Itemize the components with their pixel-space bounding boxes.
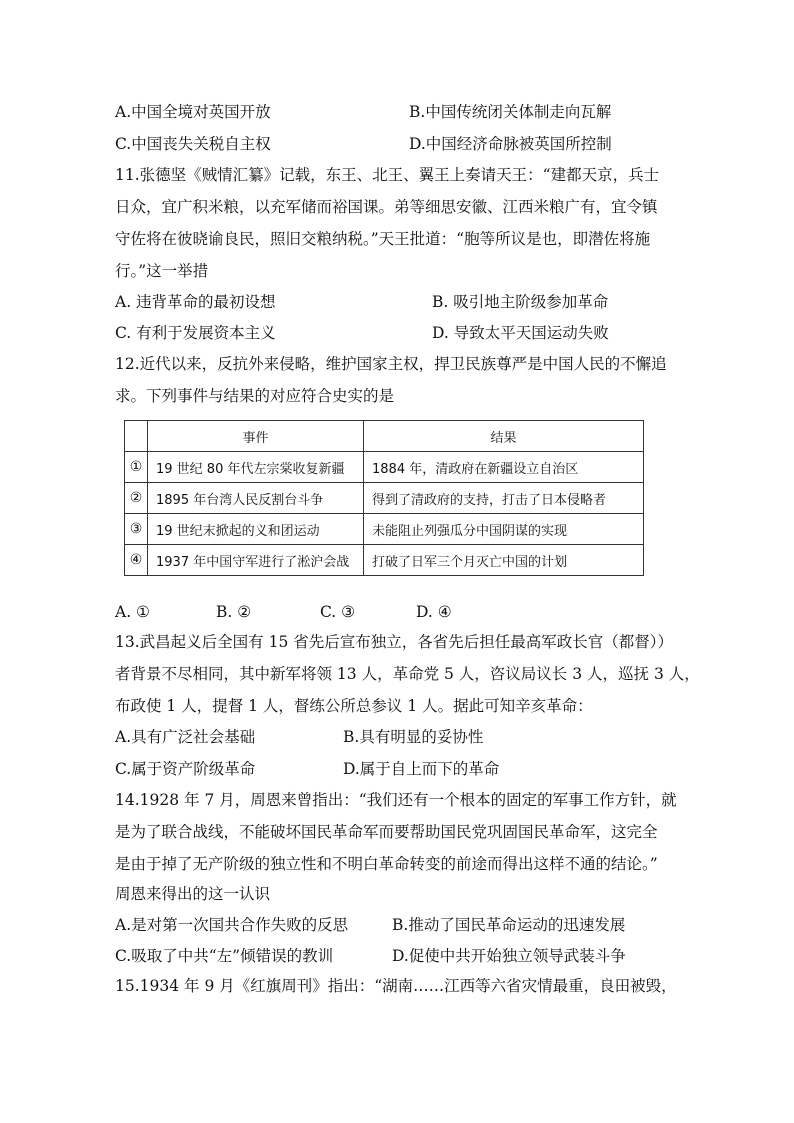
table-row [125, 514, 644, 545]
q14-text-line-2: 是为了联合战线，不能破坏国民革命军而要帮助国民党巩固国民革命军，这完全 [115, 823, 658, 841]
events-results-table [124, 420, 644, 576]
table-header-row [125, 421, 644, 452]
q14-text-line-3: 是由于掉了无产阶级的独立性和不明白革命转变的前途而得出这样不通的结论。” [115, 855, 658, 873]
q15-text-line-1: 15.1934 年 9 月《红旗周刊》指出：“湖南……江西等六省灾情最重，良田被毁， [115, 977, 677, 995]
table-cell-event: 19 世纪末掀起的义和团运动 [148, 514, 364, 545]
q13-option-a: A.具有广泛社会基础 [115, 728, 256, 746]
q11-text-line-1: 11.张德坚《贼情汇纂》记载，东王、北王、翼王上奏请天王：“建都天京，兵士 [115, 166, 660, 184]
q10-option-b: B.中国传统闭关体制走向瓦解 [409, 103, 612, 121]
q14-text-line-4: 周恩来得出的这一认识 [115, 885, 271, 903]
q14-option-a: A.是对第一次国共合作失败的反思 [115, 916, 349, 934]
table-cell-result: 打破了日军三个月灭亡中国的计划 [364, 545, 644, 576]
table-row [125, 483, 644, 514]
q12-option-d: D. ④ [416, 603, 452, 621]
q13-option-b: B.具有明显的妥协性 [343, 728, 484, 746]
q13-option-c: C.属于资产阶级革命 [115, 760, 256, 778]
table-row [125, 545, 644, 576]
q13-option-d: D.属于自上而下的革命 [343, 760, 500, 778]
q13-text-line-2: 者背景不尽相同，其中新军将领 13 人，革命党 5 人，咨议局议长 3 人，巡抚 3 人， [115, 665, 700, 683]
table-cell-result: 得到了清政府的支持，打击了日本侵略者 [364, 483, 644, 514]
q14-option-d: D.促使中共开始独立领导武装斗争 [392, 947, 626, 965]
table-cell-index: ② [125, 483, 148, 514]
table-cell-index: ① [125, 452, 148, 483]
q10-option-c: C.中国丧失关税自主权 [115, 135, 271, 153]
table-header-result: 结果 [364, 421, 644, 452]
q10-option-a: A.中国全境对英国开放 [115, 103, 271, 121]
q12-text-line-2: 求。下列事件与结果的对应符合史实的是 [115, 387, 395, 405]
q12-text-line-1: 12.近代以来，反抗外来侵略，维护国家主权，捍卫民族尊严是中国人民的不懈追 [115, 355, 667, 373]
table-cell-index: ③ [125, 514, 148, 545]
q11-text-line-4: 行。”这一举措 [115, 262, 209, 280]
q10-option-d: D.中国经济命脉被英国所控制 [409, 135, 612, 153]
q11-option-d: D. 导致太平天国运动失败 [432, 324, 609, 342]
q12-option-a: A. ① [115, 603, 150, 621]
q11-option-b: B. 吸引地主阶级参加革命 [432, 293, 609, 311]
table-cell-event: 19 世纪 80 年代左宗棠收复新疆 [148, 452, 364, 483]
table-cell-event: 1937 年中国守军进行了淞沪会战 [148, 545, 364, 576]
table-cell-result: 1884 年，清政府在新疆设立自治区 [364, 452, 644, 483]
table-cell-event: 1895 年台湾人民反割台斗争 [148, 483, 364, 514]
q13-text-line-3: 布政使 1 人，提督 1 人，督练公所总参议 1 人。据此可知辛亥革命： [115, 697, 593, 715]
q14-option-c: C.吸取了中共“左”倾错误的教训 [115, 947, 334, 965]
q14-text-line-1: 14.1928 年 7 月，周恩来曾指出：“我们还有一个根本的固定的军事工作方针，就 [115, 791, 677, 809]
q11-text-line-3: 守佐将在彼晓谕良民，照旧交粮纳税。”天王批道：“胞等所议是也，即潜佐将施 [115, 230, 651, 248]
q12-option-b: B. ② [216, 603, 252, 621]
table-row [125, 452, 644, 483]
table-cell-index: ④ [125, 545, 148, 576]
q11-option-a: A. 违背革命的最初设想 [115, 293, 276, 311]
q11-text-line-2: 日众，宜广积米粮，以充军储而裕国课。弟等细思安徽、江西米粮广有，宜令镇 [115, 198, 658, 216]
table-cell-result: 未能阻止列强瓜分中国阴谋的实现 [364, 514, 644, 545]
q12-option-c: C. ③ [320, 603, 356, 621]
table-header-index [125, 421, 148, 452]
q13-text-line-1: 13.武昌起义后全国有 15 省先后宣布独立，各省先后担任最高军政长官（都督）） [115, 633, 673, 651]
table-header-event: 事件 [148, 421, 364, 452]
q11-option-c: C. 有利于发展资本主义 [115, 324, 276, 342]
q14-option-b: B.推动了国民革命运动的迅速发展 [392, 916, 626, 934]
